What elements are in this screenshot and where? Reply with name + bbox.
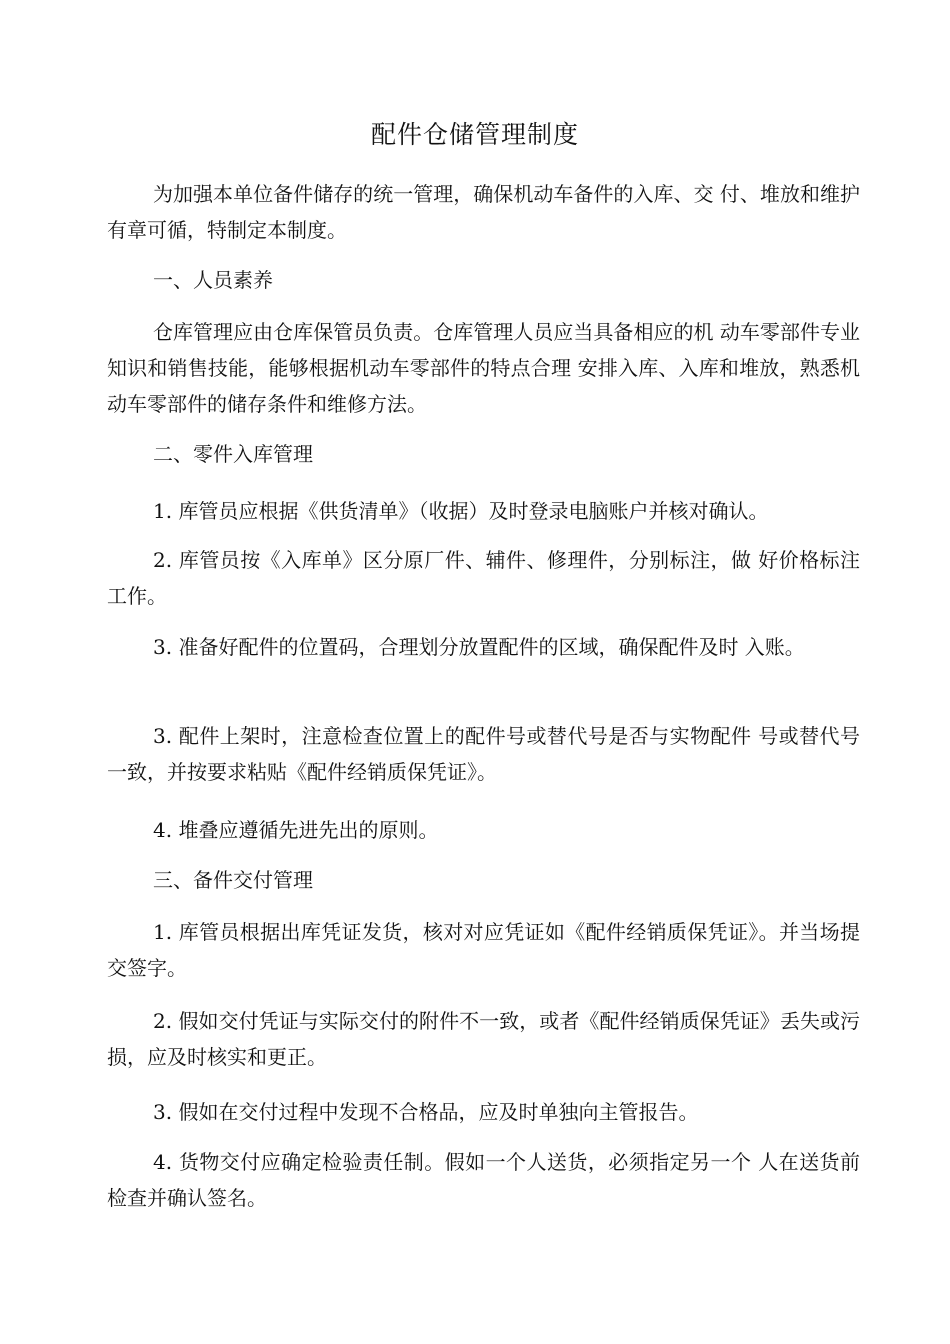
paragraph-inbound-2: 2. 库管员按《入库单》区分原厂件、辅件、修理件，分别标注，做 好价格标注工作。 bbox=[107, 548, 860, 608]
paragraph-delivery-1: 1. 库管员根据出库凭证发货，核对对应凭证如《配件经销质保凭证》。并当场提交签字。 bbox=[107, 920, 860, 980]
section-heading-personnel: 一、人员素养 bbox=[153, 268, 273, 292]
paragraph-inbound-5: 4. 堆叠应遵循先进先出的原则。 bbox=[153, 818, 439, 842]
paragraph-delivery-3: 3. 假如在交付过程中发现不合格品，应及时单独向主管报告。 bbox=[153, 1100, 699, 1124]
document-title: 配件仓储管理制度 bbox=[370, 120, 579, 149]
paragraph-delivery-4: 4. 货物交付应确定检验责任制。假如一个人送货，必须指定另一个 人在送货前检查并确认签名。 bbox=[107, 1150, 860, 1210]
paragraph-inbound-4: 3. 配件上架时，注意检查位置上的配件号或替代号是否与实物配件 号或替代号一致，并按要求粘贴《配件经销质保凭证》。 bbox=[107, 724, 860, 784]
section-heading-delivery: 三、备件交付管理 bbox=[153, 868, 313, 892]
paragraph-inbound-3: 3. 准备好配件的位置码，合理划分放置配件的区域，确保配件及时 入账。 bbox=[153, 635, 805, 659]
paragraph-personnel: 仓库管理应由仓库保管员负责。仓库管理人员应当具备相应的机 动车零部件专业知识和销售技能，能够根据机动车零部件的特点合理 安排入库、入库和堆放，熟悉机动车零部件的储存条件和维修方法。 bbox=[107, 320, 860, 416]
section-heading-inbound: 二、零件入库管理 bbox=[153, 442, 313, 466]
paragraph-inbound-1: 1. 库管员应根据《供货清单》（收据）及时登录电脑账户并核对确认。 bbox=[153, 499, 769, 523]
paragraph-delivery-2: 2. 假如交付凭证与实际交付的附件不一致，或者《配件经销质保凭证》丢失或污损，应及时核实和更正。 bbox=[107, 1009, 860, 1069]
intro-paragraph: 为加强本单位备件储存的统一管理，确保机动车备件的入库、交 付、堆放和维护有章可循，特制定本制度。 bbox=[107, 182, 860, 242]
